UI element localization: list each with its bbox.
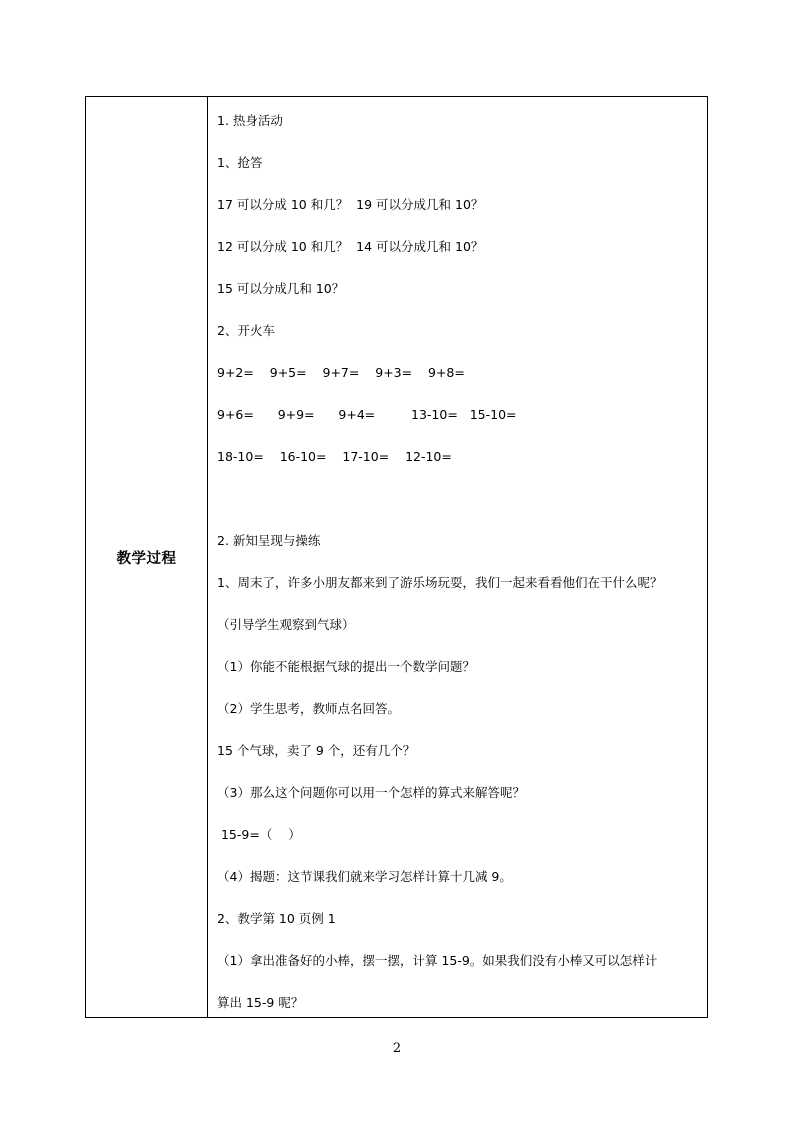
section-label-cell — [86, 97, 207, 1017]
equation-line: 18-10= 16-10= 17-10= 12-10= — [217, 449, 452, 464]
paragraph-line: （4）揭题：这节课我们就来学习怎样计算十几减 9。 — [217, 869, 512, 884]
paragraph-line: 算出 15-9 呢？ — [217, 995, 304, 1010]
section-label: 教学过程 — [116, 551, 177, 567]
question-line: 17 可以分成 10 和几？ 19 可以分成几和 10？ — [217, 197, 484, 212]
heading-new-knowledge: 2. 新知呈现与操练 — [217, 533, 321, 548]
heading-warmup: 1. 热身活动 — [217, 113, 283, 128]
content-cell — [208, 97, 707, 1017]
paragraph-line: 15 个气球，卖了 9 个，还有几个？ — [217, 743, 416, 758]
subheading-quick-answer: 1、抢答 — [217, 155, 263, 170]
paragraph-line: （引导学生观察到气球） — [217, 617, 355, 632]
equation-line: 15-9=（ ） — [217, 827, 301, 842]
paragraph-line: （3）那么这个问题你可以用一个怎样的算式来解答呢？ — [217, 785, 525, 800]
lesson-plan-table — [85, 96, 708, 1018]
equation-line: 9+6= 9+9= 9+4= 13-10= 15-10= — [217, 407, 517, 422]
question-line: 12 可以分成 10 和几？ 14 可以分成几和 10？ — [217, 239, 484, 254]
page-number: 2 — [392, 1041, 402, 1056]
subheading-train: 2、开火车 — [217, 323, 275, 338]
paragraph-line: （1）拿出准备好的小棒，摆一摆，计算 15-9。如果我们没有小棒又可以怎样计 — [217, 953, 658, 968]
paragraph-line: （2）学生思考，教师点名回答。 — [217, 701, 400, 716]
paragraph-line: 1、周末了，许多小朋友都来到了游乐场玩耍，我们一起来看看他们在干什么呢？ — [217, 575, 663, 590]
paragraph-line: （1）你能不能根据气球的提出一个数学问题？ — [217, 659, 475, 674]
subheading-example: 2、教学第 10 页例 1 — [217, 911, 336, 926]
equation-line: 9+2= 9+5= 9+7= 9+3= 9+8= — [217, 365, 465, 380]
question-line: 15 可以分成几和 10？ — [217, 281, 345, 296]
